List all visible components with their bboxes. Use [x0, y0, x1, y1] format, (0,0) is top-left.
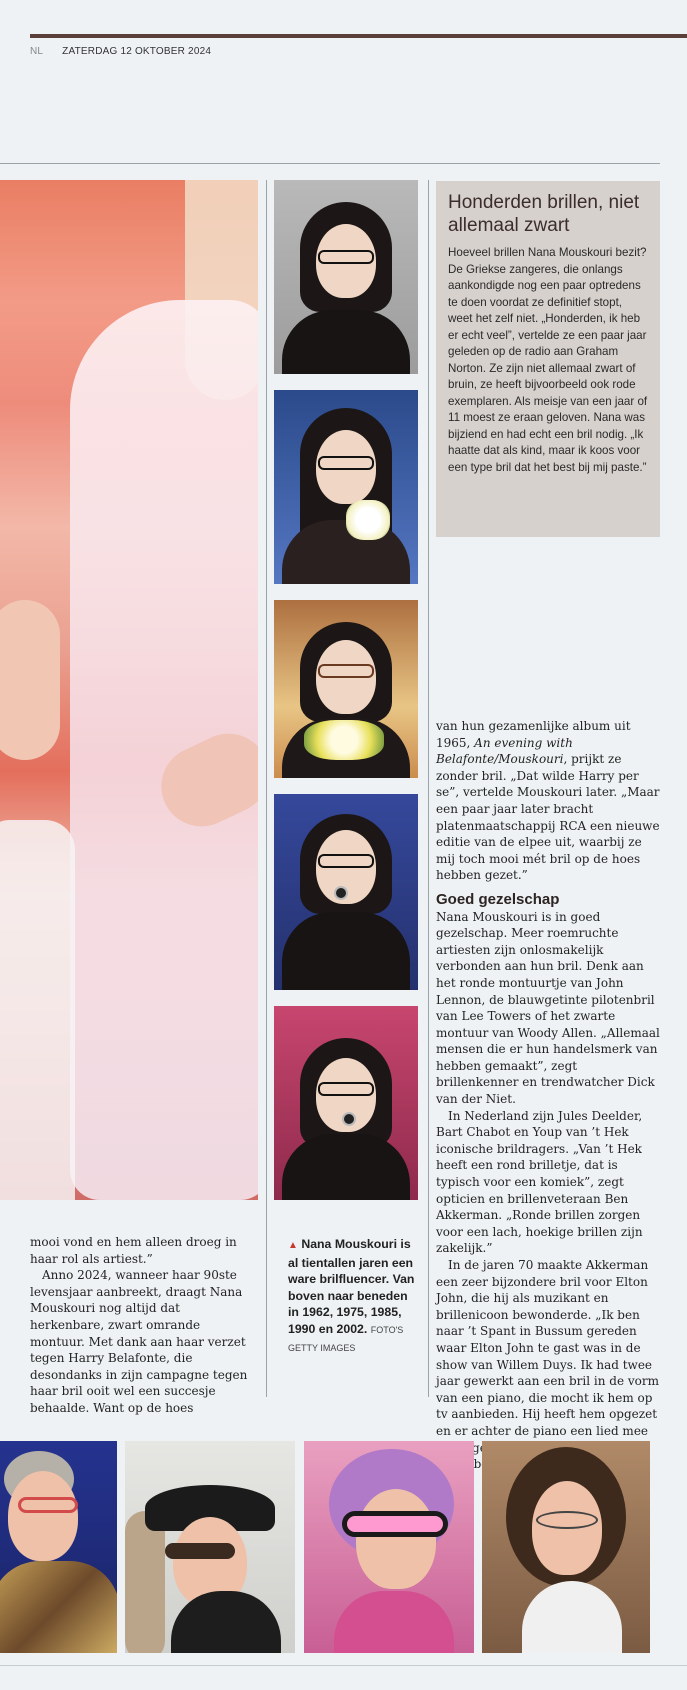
photo-caption	[288, 1236, 420, 1356]
bottom-rule	[0, 1665, 687, 1666]
article-column-1	[30, 1234, 252, 1417]
sidebar-body: Hoeveel brillen Nana Mouskouri bezit? De Griekse zangeres, die onlangs aankondigde nog een paar optredens te doen voordat ze definitief stopt, weet het zelf niet. „Honderden, ik heb er echt veel”, vertelde ze een paar jaar geleden op de radio aan Graham Norton. Ze zijn niet allemaal zwart of bruin, ze heeft bijvoorbeeld ook rode exemplaren. Als meisje van een jaar of 11 moest ze eraan geloven. Nana was bijziend en had echt een bril nodig. „Ik haatte dat als kind, maar ik koos voor een type bril dat het best bij mij paste.”	[448, 246, 648, 474]
photo-elton-john	[0, 1441, 117, 1653]
issue-date: ZATERDAG 12 OKTOBER 2024	[62, 46, 212, 57]
article-paragraph: van hun gezamenlijke album uit 1965, An evening with Belafonte/Mouskouri, prijkt ze zonder bril. „Dat wilde Harry per se”, vertelde Mouskouri later. „Maar een paar jaar later bracht platenmaatschappij RCA een nieuwe editie van de elpee uit, waarbij ze mij toch mooi mét bril op de hoes hebben gezet.”	[436, 719, 660, 883]
photo-dame-edna	[304, 1441, 474, 1653]
portrait-2002	[274, 1006, 418, 1200]
article-paragraph: In Nederland zijn Jules Deelder, Bart Chabot en Youp van ’t Hek iconische brildragers. „Van ’t Hek heeft een rond brilletje, dat is typisch voor een komiek”, zegt opticien en brillenveteraan Ben Akkerman. „Ronde brillen zorgen voor een lach, hoekige brillen zijn zakelijk.”	[436, 1108, 643, 1256]
subheading: Goed gezelschap	[436, 890, 560, 908]
article-paragraph: Nana Mouskouri is in goed gezelschap. Meer roemruchte artiesten zijn onlosmakelijk verbonden aan hun bril. Denk aan het ronde montuurtje van John Lennon, de blauwgetinte pilotenbril van Lee Towers of het zwarte montuur van Woody Allen. „Allemaal mensen die er hun handelsmerk van hebben gemaakt”, zegt brillenkenner en trendwatcher Dick van der Niet.	[436, 909, 660, 1107]
section-rule	[0, 163, 660, 164]
photo-bart-chabot	[125, 1441, 295, 1653]
column-rule-2	[428, 180, 429, 1397]
article-paragraph: mooi vond en hem alleen droeg in haar rol als artiest.”	[30, 1235, 237, 1266]
portrait-1975	[274, 390, 418, 584]
portrait-1985	[274, 600, 418, 778]
article-paragraph: Anno 2024, wanneer haar 90ste levensjaar aanbreekt, draagt Nana Mouskouri nog altijd dat herkenbare, zwart omrande montuur. Met dank aan haar verzet tegen Harry Belafonte, die desondanks in zijn campagne tegen haar bril ooit wel een succesje behaalde. Want op de hoes	[30, 1268, 248, 1415]
top-rule	[30, 34, 687, 38]
column-rule-1	[266, 180, 267, 1397]
concert-photo	[0, 180, 258, 1200]
portrait-1962	[274, 180, 418, 374]
caption-credit-label: FOTO'S	[370, 1324, 404, 1335]
portrait-1990	[274, 794, 418, 990]
section-label: NL	[30, 46, 44, 57]
sidebar-box	[436, 181, 660, 537]
photo-credit: GETTY IMAGES	[288, 1342, 356, 1353]
page-folio	[30, 46, 211, 57]
album-title: An evening with Belafonte/Mouskouri	[436, 735, 573, 767]
photo-john-lennon	[482, 1441, 650, 1653]
caption-text: Nana Mouskouri is al tientallen jaren een ware brilfluencer. Van boven naar beneden in 1962, 1975, 1985, 1990 en 2002.	[288, 1237, 415, 1336]
article-paragraph: In de jaren 70 maakte Akkerman een zeer bijzondere bril voor Elton John, die hij als muzikant en brillenicoon bewonderde. „Ik ben naar ’t Spant in Bussum gereden waar Elton John te gast was in de show van Willem Duys. Ik had twee jaar gewerkt aan een bril in de vorm van een piano, die mocht ik hem op tv aanbieden. Hij heeft hem opgezet en er achter de piano een lied mee	[436, 1258, 659, 1438]
caption-marker-icon: ▲	[288, 1240, 298, 1251]
sidebar-title: Honderden brillen, niet allemaal zwart	[448, 192, 640, 236]
article-column-3	[436, 718, 661, 1473]
